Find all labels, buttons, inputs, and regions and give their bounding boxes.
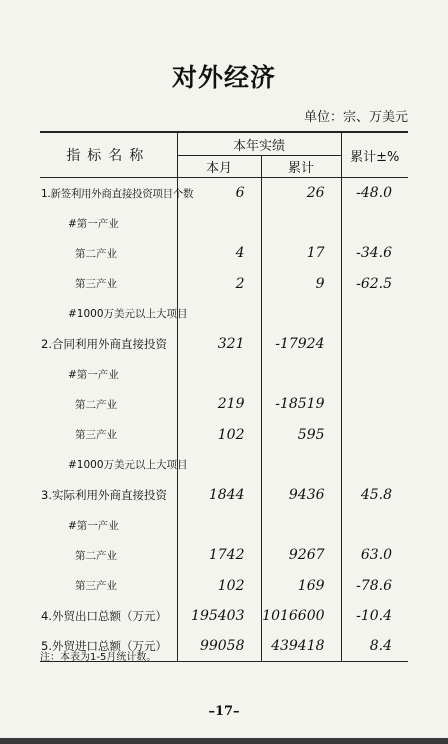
row-cumulative bbox=[261, 450, 341, 480]
row-cum-change: -10.4 bbox=[341, 601, 408, 631]
table-row bbox=[40, 359, 408, 389]
row-name: 4.外贸出口总额（万元） bbox=[40, 601, 177, 631]
table-row bbox=[40, 450, 408, 480]
footnote: 注：本表为1-5月统计数。 bbox=[40, 652, 157, 663]
table-row bbox=[40, 178, 408, 209]
row-cumulative: 17 bbox=[261, 238, 341, 268]
row-name: #1000万美元以上大项目 bbox=[40, 299, 177, 329]
row-month bbox=[177, 510, 261, 540]
row-name: #1000万美元以上大项目 bbox=[40, 450, 177, 480]
row-cumulative bbox=[261, 510, 341, 540]
table-row bbox=[40, 510, 408, 540]
row-cumulative: 26 bbox=[261, 178, 341, 209]
row-cum-change: 8.4 bbox=[341, 631, 408, 662]
foreign-economy-table bbox=[40, 131, 408, 662]
table-row bbox=[40, 329, 408, 359]
row-cum-change: 63.0 bbox=[341, 540, 408, 570]
row-name: 第三产业 bbox=[40, 420, 177, 450]
row-cum-change: 45.8 bbox=[341, 480, 408, 510]
row-cumulative: 595 bbox=[261, 420, 341, 450]
row-month: 99058 bbox=[177, 631, 261, 662]
row-cumulative: 439418 bbox=[261, 631, 341, 662]
row-cum-change bbox=[341, 208, 408, 238]
header-cum-change: 累计±% bbox=[341, 132, 408, 178]
row-month: 1742 bbox=[177, 540, 261, 570]
row-name: 第三产业 bbox=[40, 269, 177, 299]
bottom-rule bbox=[0, 738, 448, 744]
table-row bbox=[40, 570, 408, 600]
row-name: 2.合同利用外商直接投资 bbox=[40, 329, 177, 359]
row-name: 1.新签利用外商直接投资项目个数 bbox=[40, 178, 177, 209]
header-this-year: 本年实绩 bbox=[177, 132, 341, 156]
row-month: 4 bbox=[177, 238, 261, 268]
row-cum-change bbox=[341, 329, 408, 359]
row-cum-change: -34.6 bbox=[341, 238, 408, 268]
row-cumulative bbox=[261, 299, 341, 329]
row-cum-change bbox=[341, 389, 408, 419]
row-name: 第三产业 bbox=[40, 570, 177, 600]
row-name: 第二产业 bbox=[40, 238, 177, 268]
row-month bbox=[177, 450, 261, 480]
row-cumulative bbox=[261, 359, 341, 389]
row-cum-change bbox=[341, 450, 408, 480]
table-row bbox=[40, 601, 408, 631]
row-cum-change bbox=[341, 420, 408, 450]
row-name: #第一产业 bbox=[40, 208, 177, 238]
header-indicator: 指标名称 bbox=[40, 132, 177, 178]
row-cum-change bbox=[341, 510, 408, 540]
row-name: 第二产业 bbox=[40, 540, 177, 570]
row-cumulative bbox=[261, 208, 341, 238]
row-month: 219 bbox=[177, 389, 261, 419]
row-cum-change: -62.5 bbox=[341, 269, 408, 299]
row-name: 3.实际利用外商直接投资 bbox=[40, 480, 177, 510]
row-cumulative: 169 bbox=[261, 570, 341, 600]
row-cumulative: 9 bbox=[261, 269, 341, 299]
row-cumulative: -17924 bbox=[261, 329, 341, 359]
row-month: 1844 bbox=[177, 480, 261, 510]
row-month bbox=[177, 299, 261, 329]
page-number: –17– bbox=[208, 704, 240, 719]
row-name: #第一产业 bbox=[40, 359, 177, 389]
table-row bbox=[40, 389, 408, 419]
row-month: 6 bbox=[177, 178, 261, 209]
row-name: #第一产业 bbox=[40, 510, 177, 540]
table-row bbox=[40, 208, 408, 238]
row-name: 5.外贸进口总额（万元） bbox=[40, 631, 177, 662]
row-month bbox=[177, 208, 261, 238]
header-cumulative: 累计 bbox=[261, 156, 341, 178]
row-cumulative: 1016600 bbox=[261, 601, 341, 631]
page-title: 对外经济 bbox=[171, 63, 276, 92]
table-row bbox=[40, 269, 408, 299]
table-row bbox=[40, 480, 408, 510]
row-cum-change: -78.6 bbox=[341, 570, 408, 600]
row-name: 第二产业 bbox=[40, 389, 177, 419]
unit-label: 单位：宗、万美元 bbox=[303, 110, 408, 125]
row-cumulative: 9436 bbox=[261, 480, 341, 510]
row-month: 2 bbox=[177, 269, 261, 299]
row-cum-change bbox=[341, 299, 408, 329]
row-cum-change bbox=[341, 359, 408, 389]
row-month: 102 bbox=[177, 570, 261, 600]
row-cumulative: 9267 bbox=[261, 540, 341, 570]
row-month: 321 bbox=[177, 329, 261, 359]
row-cumulative: -18519 bbox=[261, 389, 341, 419]
table-row bbox=[40, 540, 408, 570]
row-month: 195403 bbox=[177, 601, 261, 631]
table-row bbox=[40, 420, 408, 450]
row-month bbox=[177, 359, 261, 389]
row-cum-change: -48.0 bbox=[341, 178, 408, 209]
row-month: 102 bbox=[177, 420, 261, 450]
header-month: 本月 bbox=[177, 156, 261, 178]
table-row bbox=[40, 238, 408, 268]
table-row bbox=[40, 299, 408, 329]
